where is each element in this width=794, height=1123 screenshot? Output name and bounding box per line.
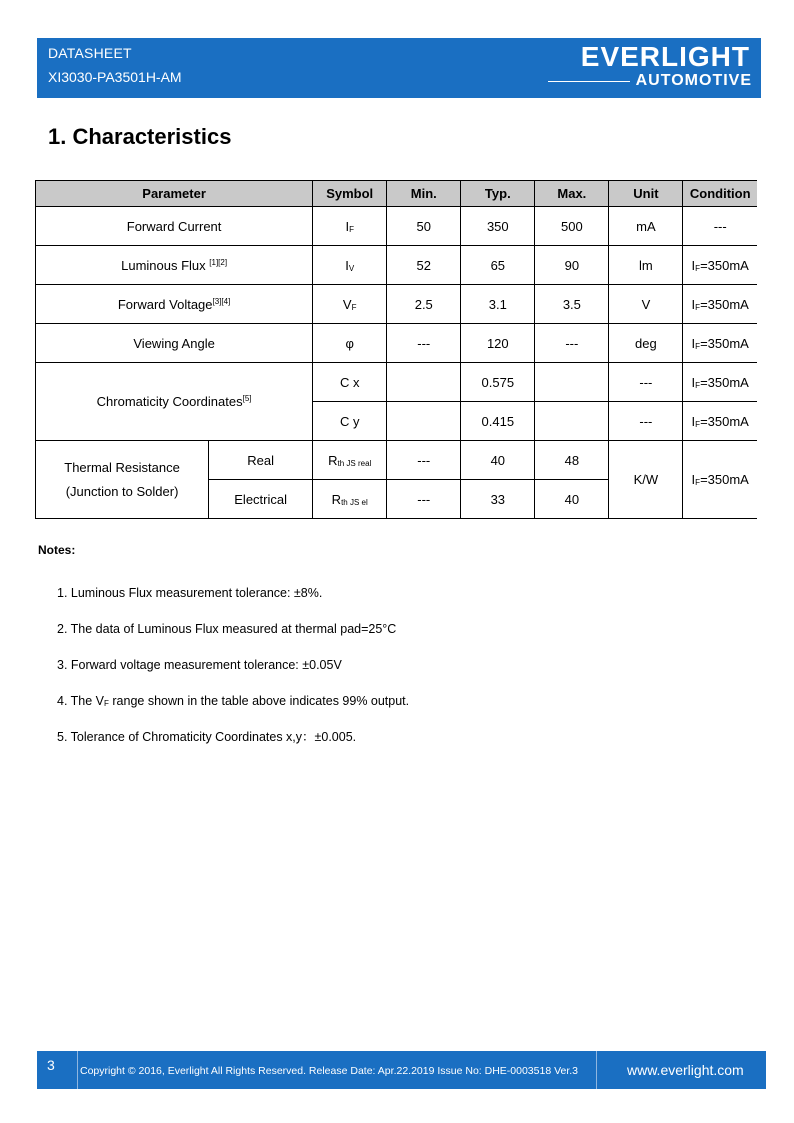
min-cell xyxy=(387,363,461,402)
header-parameter: Parameter xyxy=(36,181,313,207)
header-min: Min. xyxy=(387,181,461,207)
notes-title: Notes: xyxy=(38,543,76,557)
header-bar xyxy=(37,38,761,98)
unit-cell: deg xyxy=(609,324,683,363)
footer-divider xyxy=(596,1051,597,1089)
condition-cell: $I_F=350mA$ xyxy=(683,363,757,402)
typ-cell: 40 xyxy=(461,441,535,480)
min-cell: 50 xyxy=(387,207,461,246)
condition-cell: $I_F=350mA$ xyxy=(683,246,757,285)
condition-cell: $I_F=350mA$ xyxy=(683,285,757,324)
note-5: 5. Tolerance of Chromaticity Coordinates x,y：±0.005. xyxy=(57,730,357,744)
typ-cell: 120 xyxy=(461,324,535,363)
table-row xyxy=(36,285,758,324)
max-cell xyxy=(535,363,609,402)
everlight-logo xyxy=(545,42,755,92)
notes-list xyxy=(57,585,409,765)
typ-cell: 0.575 xyxy=(461,363,535,402)
footer-divider xyxy=(77,1051,78,1089)
symbol-cell: φ xyxy=(313,324,387,363)
header-unit: Unit xyxy=(609,181,683,207)
unit-cell: K/W xyxy=(609,441,683,519)
max-cell xyxy=(535,402,609,441)
part-number: XI3030-PA3501H-AM xyxy=(48,69,182,85)
header-typ: Typ. xyxy=(461,181,535,207)
footer-bar xyxy=(37,1051,766,1089)
symbol-cell: C y xyxy=(313,402,387,441)
symbol-cell: $I_V$ xyxy=(313,246,387,285)
header-symbol: Symbol xyxy=(313,181,387,207)
website-link[interactable]: www.everlight.com xyxy=(627,1062,744,1078)
table-row xyxy=(36,324,758,363)
typ-cell: 0.415 xyxy=(461,402,535,441)
min-cell: --- xyxy=(387,324,461,363)
max-cell: 90 xyxy=(535,246,609,285)
header-max: Max. xyxy=(535,181,609,207)
max-cell: 500 xyxy=(535,207,609,246)
param-forward-current: Forward Current xyxy=(36,207,313,246)
typ-cell: 33 xyxy=(461,480,535,519)
thermal-electrical-label: Electrical xyxy=(209,480,313,519)
min-cell: --- xyxy=(387,441,461,480)
note-2: 2. The data of Luminous Flux measured at thermal pad=25°C xyxy=(57,622,397,636)
table-row xyxy=(36,246,758,285)
max-cell: --- xyxy=(535,324,609,363)
logo-sub-text: AUTOMOTIVE xyxy=(635,72,752,89)
symbol-cell: $V_F$ xyxy=(313,285,387,324)
table-row xyxy=(36,363,758,402)
logo-rule xyxy=(548,81,630,82)
typ-cell: 350 xyxy=(461,207,535,246)
characteristics-table xyxy=(35,180,757,519)
param-luminous-flux: Luminous Flux [1][2] xyxy=(36,246,313,285)
unit-cell: mA xyxy=(609,207,683,246)
symbol-cell: C x xyxy=(313,363,387,402)
section-title: 1. Characteristics xyxy=(48,124,232,149)
unit-cell: lm xyxy=(609,246,683,285)
copyright-text: Copyright © 2016, Everlight All Rights Reserved. Release Date: Apr.22.2019 Issue No: DHE-0003518 Ver.3 xyxy=(80,1065,579,1077)
param-forward-voltage: Forward Voltage[3][4] xyxy=(36,285,313,324)
max-cell: 48 xyxy=(535,441,609,480)
typ-cell: 3.1 xyxy=(461,285,535,324)
table-row xyxy=(36,207,758,246)
min-cell: 2.5 xyxy=(387,285,461,324)
min-cell xyxy=(387,402,461,441)
param-chromaticity: Chromaticity Coordinates[5] xyxy=(36,363,313,441)
symbol-cell: $R_{th JS el}$ xyxy=(313,480,387,519)
table-header-row xyxy=(36,181,758,207)
symbol-cell: $I_F$ xyxy=(313,207,387,246)
logo-main-text: EVERLIGHT xyxy=(580,41,750,72)
unit-cell: --- xyxy=(609,402,683,441)
unit-cell: --- xyxy=(609,363,683,402)
max-cell: 40 xyxy=(535,480,609,519)
note-3: 3. Forward voltage measurement tolerance: ±0.05V xyxy=(57,658,342,672)
symbol-cell: $R_{th JS real}$ xyxy=(313,441,387,480)
unit-cell: V xyxy=(609,285,683,324)
note-4: 4. The $V_F$ range shown in the table above indicates 99% output. xyxy=(57,694,410,708)
header-condition: Condition xyxy=(683,181,757,207)
condition-cell: $I_F=350mA$ xyxy=(683,402,757,441)
typ-cell: 65 xyxy=(461,246,535,285)
min-cell: --- xyxy=(387,480,461,519)
thermal-real-label: Real xyxy=(209,441,313,480)
max-cell: 3.5 xyxy=(535,285,609,324)
condition-cell: $I_F=350mA$ xyxy=(683,441,757,519)
doc-type: DATASHEET xyxy=(48,45,132,61)
param-thermal-resistance: Thermal Resistance (Junction to Solder) xyxy=(36,441,209,519)
condition-cell: $I_F=350mA$ xyxy=(683,324,757,363)
param-viewing-angle: Viewing Angle xyxy=(36,324,313,363)
condition-cell: --- xyxy=(683,207,757,246)
page-number: 3 xyxy=(47,1057,55,1073)
note-1: 1. Luminous Flux measurement tolerance: ±8%. xyxy=(57,586,323,600)
table-row xyxy=(36,441,758,480)
min-cell: 52 xyxy=(387,246,461,285)
